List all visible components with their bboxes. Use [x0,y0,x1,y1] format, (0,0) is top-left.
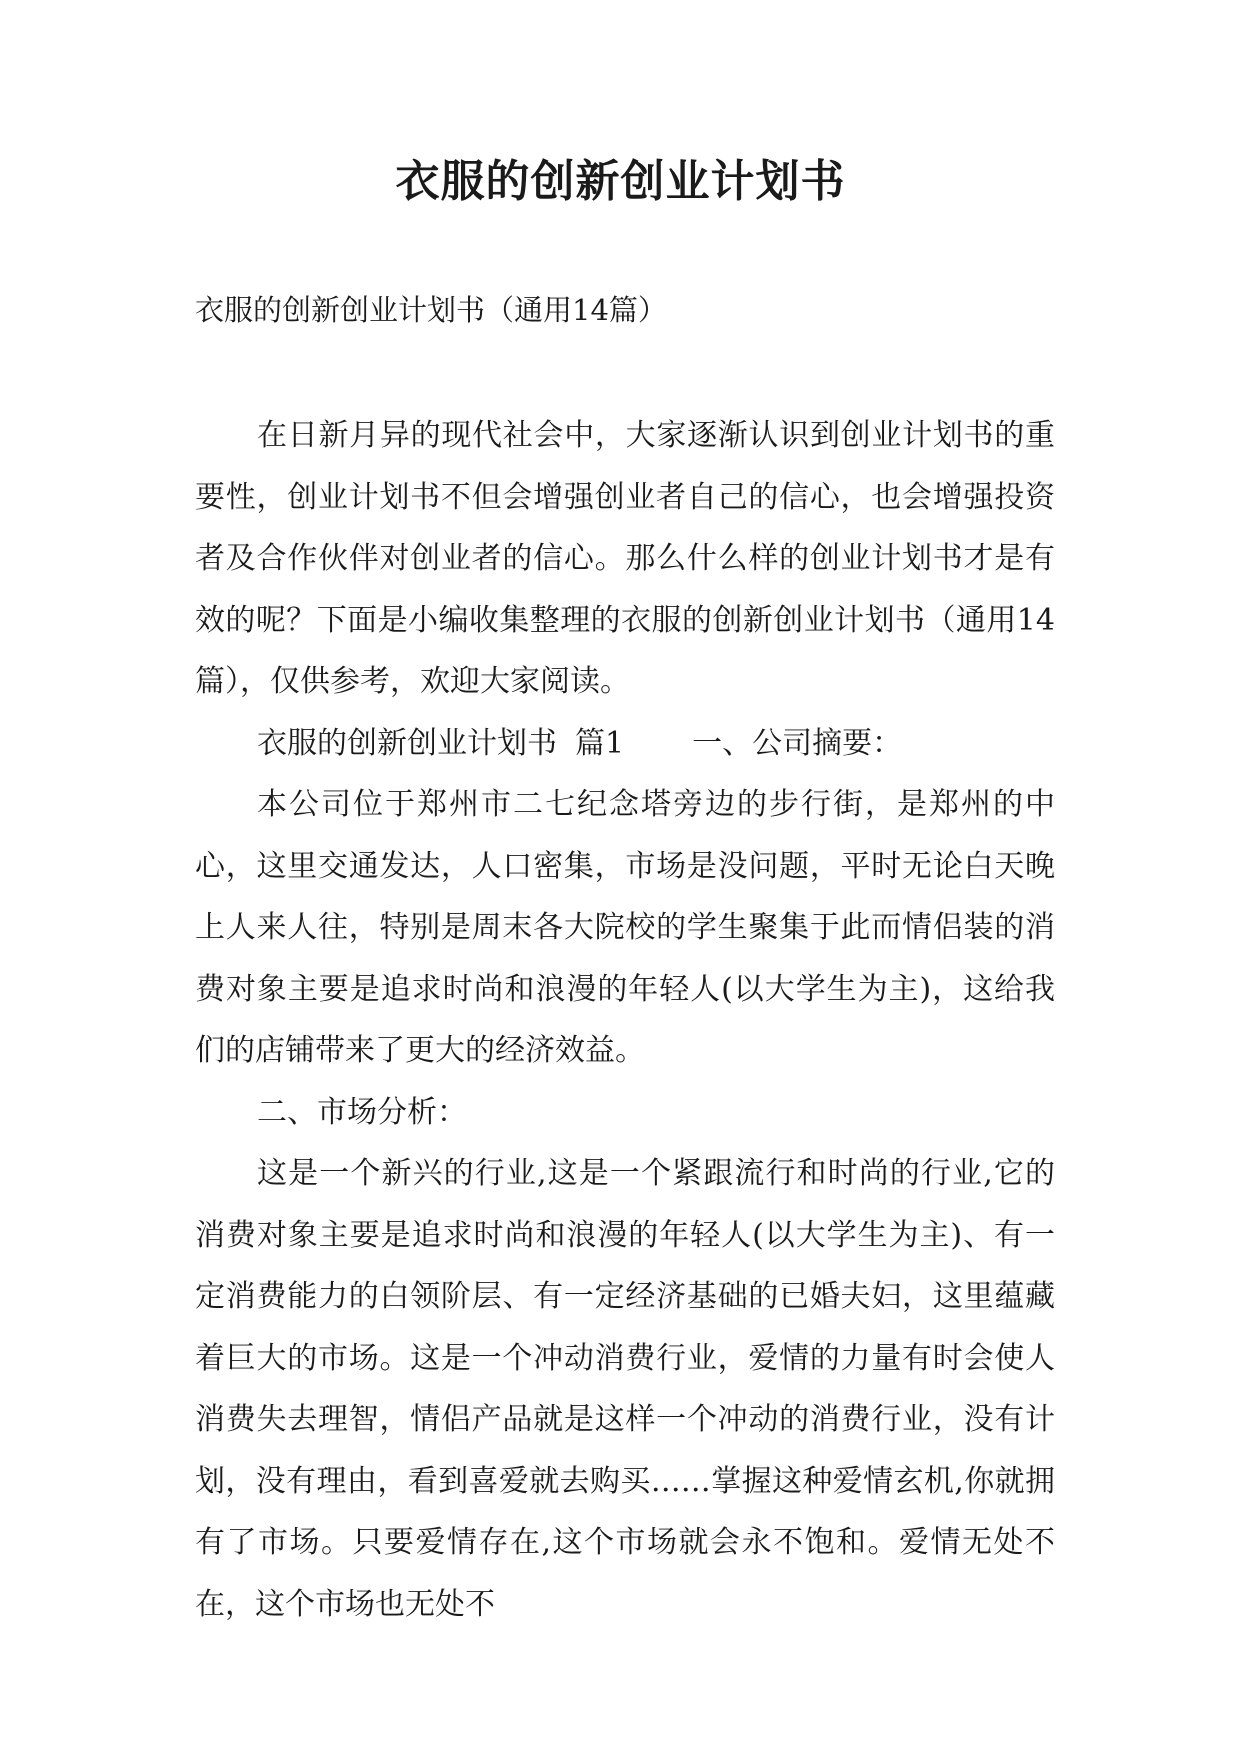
chapter-number: 篇1 [575,725,625,761]
intro-paragraph: 在日新月异的现代社会中，大家逐渐认识到创业计划书的重要性，创业计划书不但会增强创业者自己的信心，也会增强投资者及合作伙伴对创业者的信心。那么什么样的创业计划书才是有效的呢？下面是小编收集整理的衣服的创新创业计划书（通用14篇），仅供参考，欢迎大家阅读。 [195,418,1055,699]
section2-paragraph: 这是一个新兴的行业,这是一个紧跟流行和时尚的行业,它的消费对象主要是追求时尚和浪漫的年轻人(以大学生为主)、有一定消费能力的白领阶层、有一定经济基础的已婚夫妇，这里蕴藏着巨大的市场。这是一个冲动消费行业，爱情的力量有时会使人消费失去理智，情侣产品就是这样一个冲动的消费行业，没有计划，没有理由，看到喜爱就去购买……掌握这种爱情玄机,你就拥有了市场。只要爱情存在,这个市场就会永不饱和。爱情无处不在，这个市场也无处不 [195,1156,1055,1622]
chapter-heading-line [195,713,1055,775]
chapter-title: 衣服的创新创业计划书 [257,725,557,761]
document-title: 衣服的创新创业计划书 [395,156,846,207]
document-body [195,405,1055,1635]
section1-paragraph: 本公司位于郑州市二七纪念塔旁边的步行街，是郑州的中心，这里交通发达，人口密集，市场是没问题，平时无论白天晚上人来人往，特别是周末各大院校的学生聚集于此而情侣装的消费对象主要是追求时尚和浪漫的年轻人(以大学生为主)，这给我们的店铺带来了更大的经济效益。 [195,787,1055,1068]
section1-heading: 一、公司摘要： [692,725,903,761]
section2-heading: 二、市场分析： [257,1094,467,1130]
document-subtitle: 衣服的创新创业计划书（通用14篇） [195,293,667,327]
